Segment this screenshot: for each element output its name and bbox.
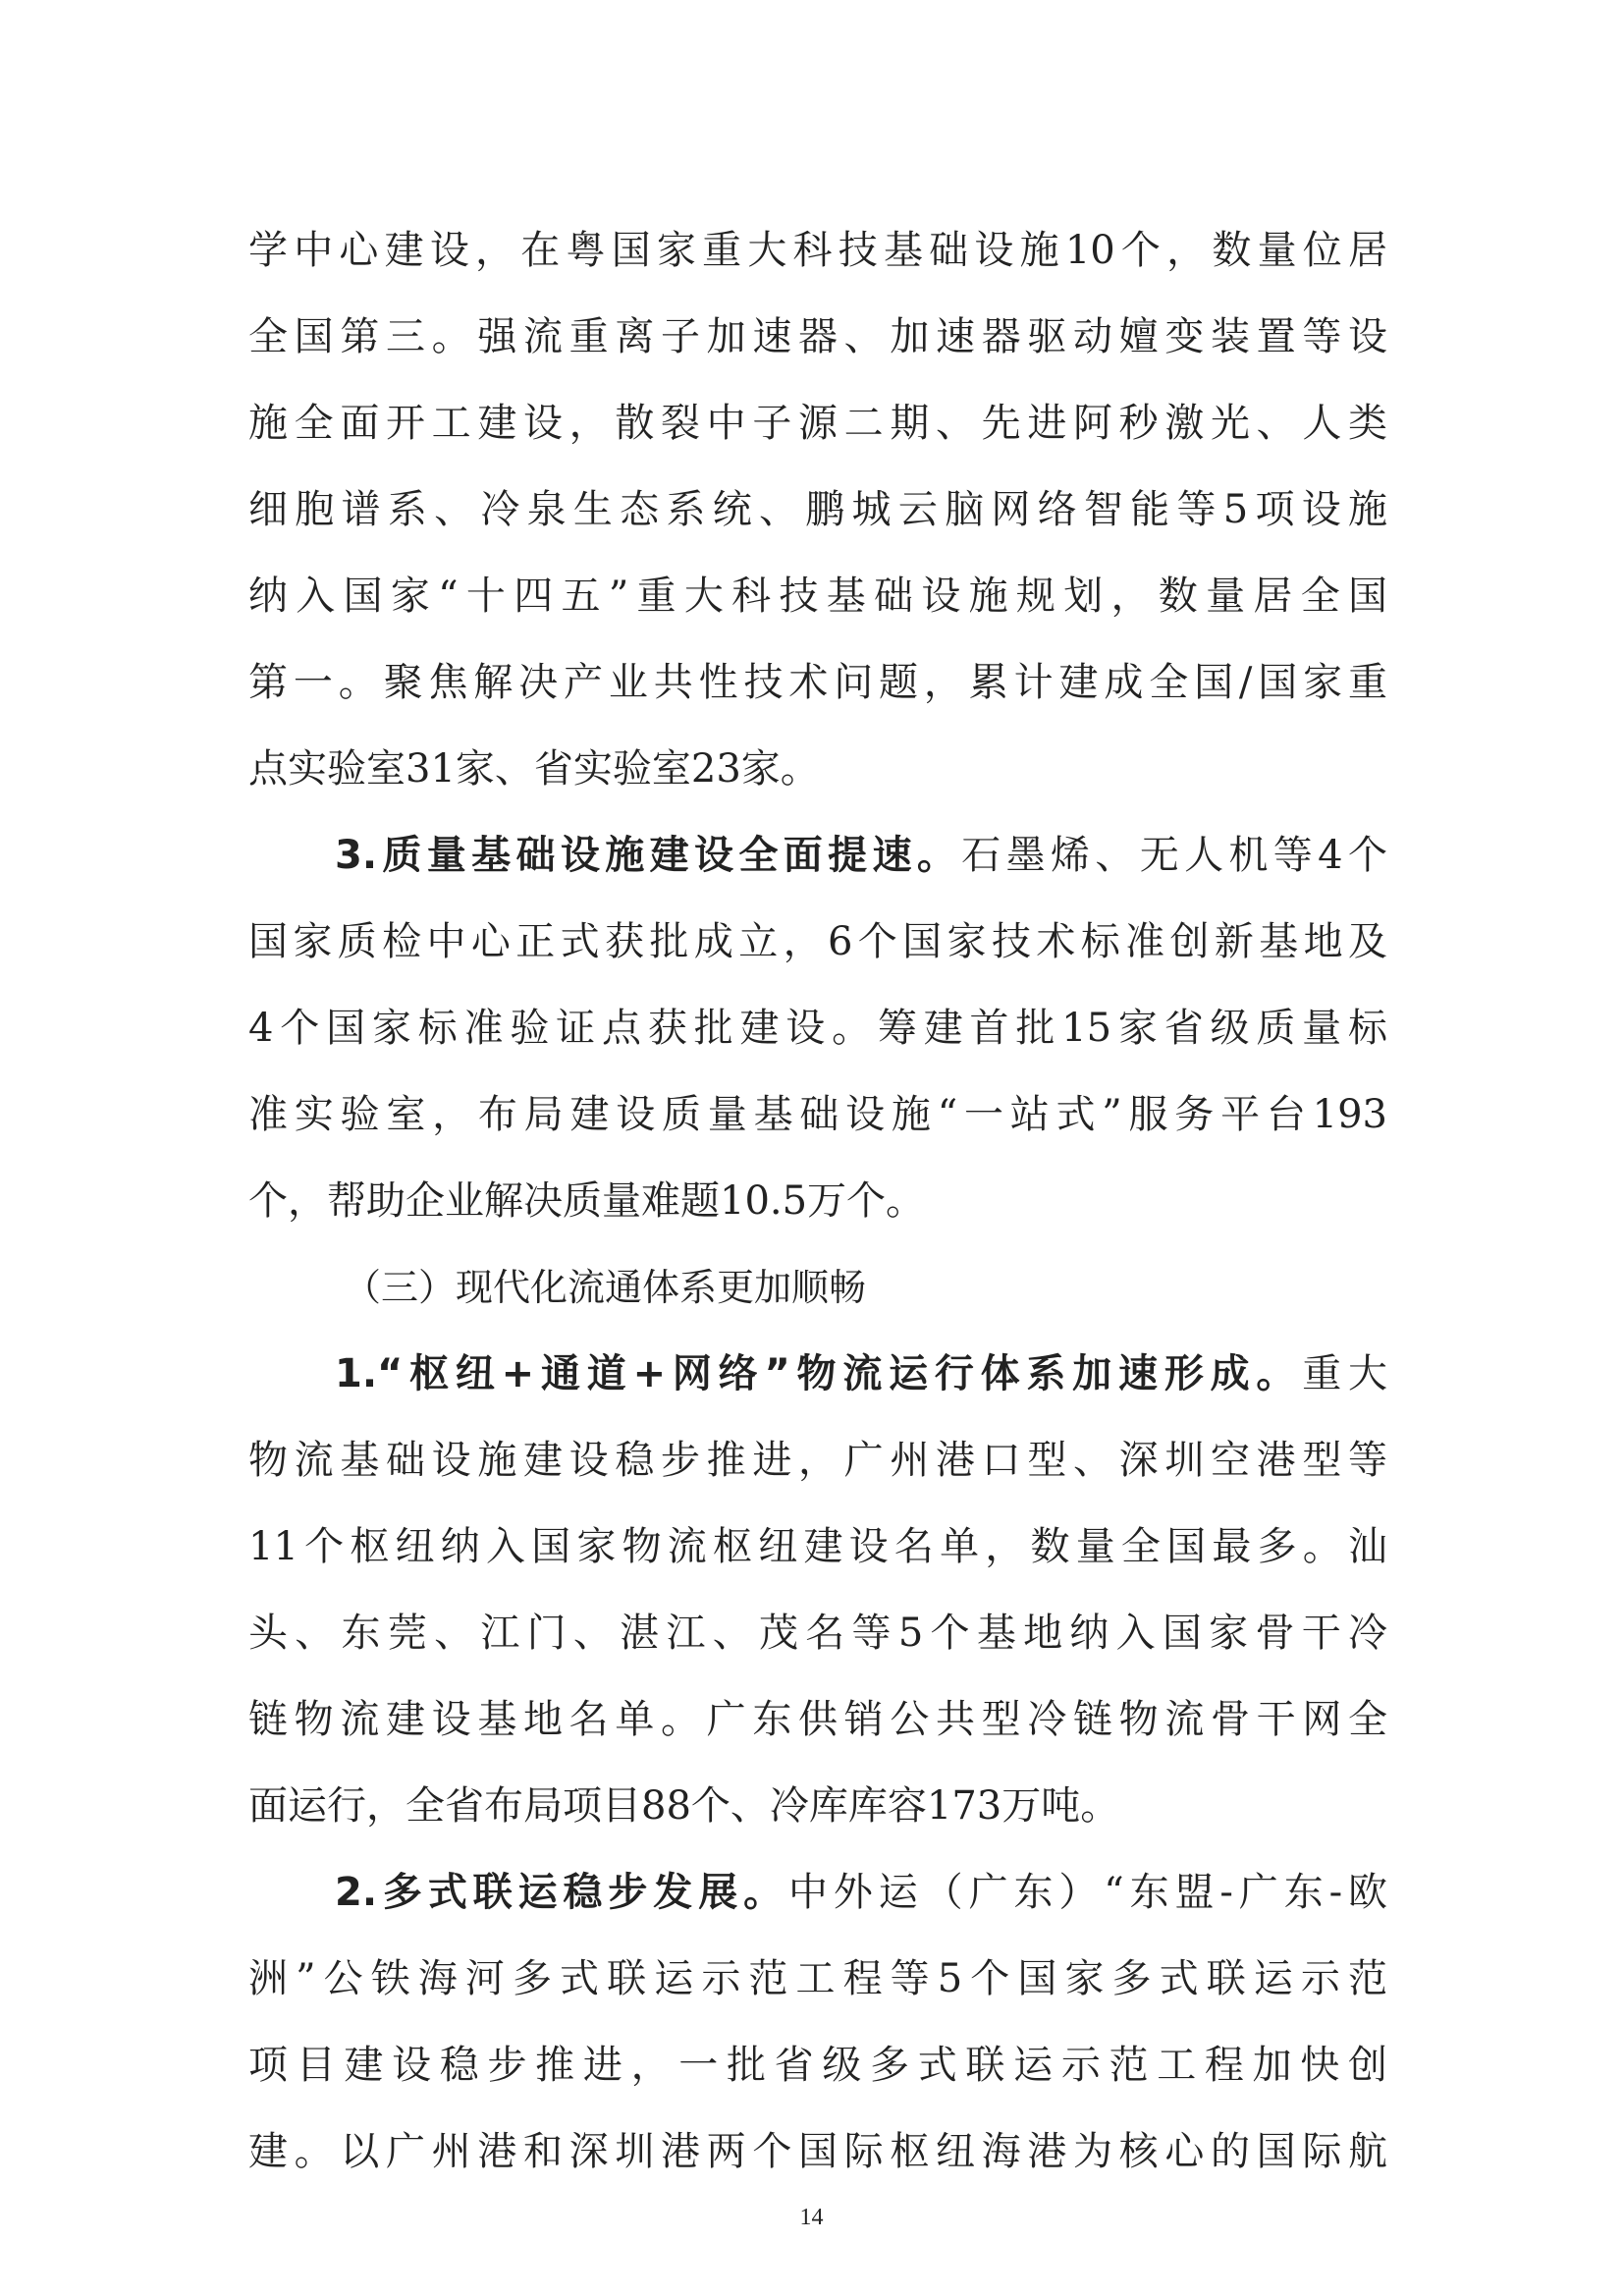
paragraph-heading: 2.多式联运稳步发展。 bbox=[335, 1870, 788, 1915]
body-text-line: 个，帮助企业解决质量难题10.5万个。 bbox=[248, 1178, 926, 1224]
body-text-line: 面运行，全省布局项目88个、冷库库容173万吨。 bbox=[248, 1783, 1120, 1829]
paragraph-heading: 3.质量基础设施建设全面提速。 bbox=[335, 833, 962, 878]
body-text-line: 物流基础设施建设稳步推进，广州港口型、深圳空港型等 bbox=[248, 1438, 1387, 1483]
body-text-line: 施全面开工建设，散裂中子源二期、先进阿秒激光、人类 bbox=[248, 401, 1387, 446]
body-text-line: 项目建设稳步推进，一批省级多式联运示范工程加快创 bbox=[248, 2043, 1387, 2088]
paragraph-heading-line: 3.质量基础设施建设全面提速。石墨烯、无人机等4个 bbox=[335, 833, 1387, 878]
body-text-line: 国家质检中心正式获批成立，6个国家技术标准创新基地及 bbox=[248, 919, 1387, 964]
body-text-line: 全国第三。强流重离子加速器、加速器驱动嬗变装置等设 bbox=[248, 314, 1387, 359]
body-text-line: 4个国家标准验证点获批建设。筹建首批15家省级质量标 bbox=[248, 1006, 1387, 1051]
body-text-line: 洲”公铁海河多式联运示范工程等5个国家多式联运示范 bbox=[248, 1956, 1387, 2001]
paragraph-heading-line: 1.“枢纽+通道+网络”物流运行体系加速形成。重大 bbox=[335, 1351, 1387, 1396]
body-text-line: 学中心建设，在粤国家重大科技基础设施10个，数量位居 bbox=[248, 228, 1387, 273]
body-text-line: 链物流建设基地名单。广东供销公共型冷链物流骨干网全 bbox=[248, 1697, 1387, 1742]
body-text-line: 头、东莞、江门、湛江、茂名等5个基地纳入国家骨干冷 bbox=[248, 1611, 1387, 1656]
body-text-line: 点实验室31家、省实验室23家。 bbox=[248, 746, 820, 792]
body-text-line: 准实验室，布局建设质量基础设施“一站式”服务平台193 bbox=[248, 1092, 1387, 1137]
body-text-line: 建。以广州港和深圳港两个国际枢纽海港为核心的国际航 bbox=[248, 2129, 1387, 2174]
body-text-line: 11个枢纽纳入国家物流枢纽建设名单，数量全国最多。汕 bbox=[248, 1524, 1387, 1569]
page-number: 14 bbox=[799, 2205, 824, 2230]
body-text-line: 纳入国家“十四五”重大科技基础设施规划，数量居全国 bbox=[248, 574, 1387, 619]
paragraph-heading: 1.“枢纽+通道+网络”物流运行体系加速形成。 bbox=[335, 1351, 1303, 1396]
body-text-line: 第一。聚焦解决产业共性技术问题，累计建成全国/国家重 bbox=[248, 660, 1387, 705]
body-text-line: 细胞谱系、冷泉生态系统、鹏城云脑网络智能等5项设施 bbox=[248, 487, 1387, 532]
paragraph-heading-line: 2.多式联运稳步发展。中外运（广东）“东盟-广东-欧 bbox=[335, 1870, 1387, 1915]
section-heading: （三）现代化流通体系更加顺畅 bbox=[344, 1266, 867, 1309]
